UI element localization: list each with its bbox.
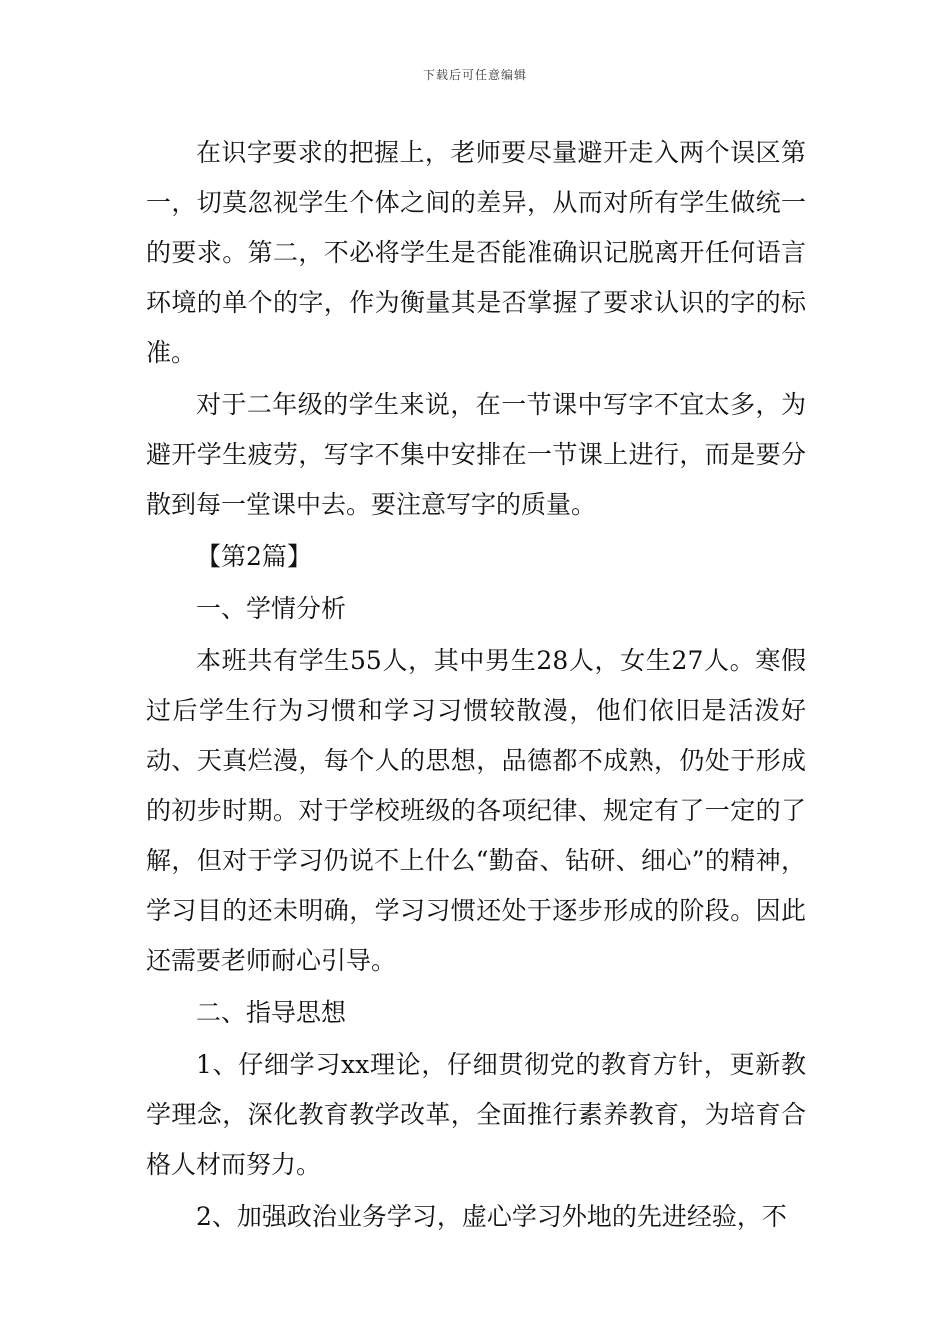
- section-heading-guiding-ideology: 二、指导思想: [196, 998, 347, 1027]
- section-heading-student-analysis: 一、学情分析: [196, 594, 347, 623]
- paragraph-writing-practice: 对于二年级的学生来说，在一节课中写字不宜太多，为避开学生疲劳，写字不集中安排在一节课上进行，而是要分散到每一堂课中去。要注意写字的质量。: [146, 390, 806, 519]
- paragraph-student-analysis: 本班共有学生55人，其中男生28人，女生27人。寒假过后学生行为习惯和学习习惯较散漫，他们依旧是活泼好动、天真烂漫，每个人的思想，品德都不成熟，仍处于形成的初步时期。对于学校班级的各项纪律、规定有了一定的了解，但对于学习仍说不上什么“勤奋、钻研、细心”的精神，学习目的还未明确，学习习惯还处于逐步形成的阶段。因此还需要老师耐心引导。: [146, 646, 806, 975]
- paragraph-guiding-item-2: 2、加强政治业务学习，虚心学习外地的先进经验，不: [196, 1202, 787, 1231]
- section-heading-part-2: 【第2篇】: [196, 542, 312, 571]
- paragraph-literacy-requirements: 在识字要求的把握上，老师要尽量避开走入两个误区第一，切莫忽视学生个体之间的差异，从而对所有学生做统一的要求。第二，不必将学生是否能准确识记脱离开任何语言环境的单个的字，作为衡量其是否掌握了要求认识的字的标准。: [146, 138, 806, 367]
- paragraph-guiding-item-1: 1、仔细学习xx理论，仔细贯彻党的教育方针，更新教学理念，深化教育教学改革，全面推行素养教育，为培育合格人材而努力。: [146, 1050, 806, 1179]
- page-header-note: 下载后可任意编辑: [422, 68, 527, 82]
- document-body: [146, 128, 806, 1242]
